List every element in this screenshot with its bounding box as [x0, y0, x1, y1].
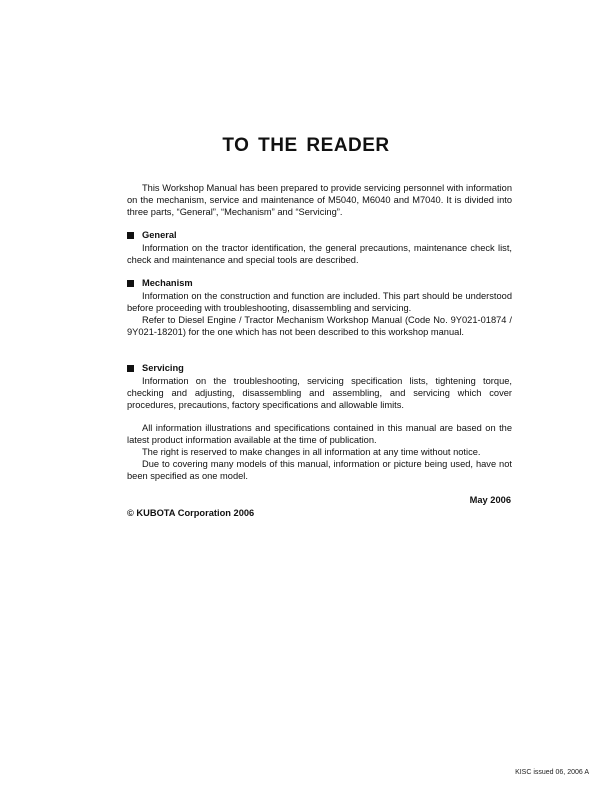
section-general-title: General [142, 230, 177, 240]
section-servicing-body [127, 375, 512, 411]
square-bullet-icon [127, 365, 134, 372]
intro-text: This Workshop Manual has been prepared to provide servicing personnel with information on the mechanism, service and maintenance of M5040, M6040 and M7040. It is divided into three parts, “General”, “Mechanism” and “Servicing”. [127, 183, 512, 217]
section-mechanism-body [127, 290, 512, 338]
intro-paragraph [127, 182, 512, 218]
section-general-body [127, 242, 512, 266]
publication-date: May 2006 [469, 495, 511, 505]
copyright-notice: © KUBOTA Corporation 2006 [127, 508, 255, 518]
section-mechanism-text-1: Information on the construction and function are included. This part should be understood before proceeding with troubleshooting, disassembling and servicing. [127, 291, 512, 313]
section-servicing-text: Information on the troubleshooting, servicing specification lists, tightening torque, checking and adjusting, disassembling and assembling, and servicing which cover procedures, precautions, factory specifications and allowable limits. [127, 376, 512, 410]
notes-block [127, 422, 512, 482]
section-mechanism-heading [127, 278, 193, 288]
section-general-heading [127, 230, 177, 240]
section-general-text: Information on the tractor identification, the general precautions, maintenance check list, check and maintenance and special tools are described. [127, 243, 512, 265]
square-bullet-icon [127, 232, 134, 239]
note-1: All information illustrations and specifications contained in this manual are based on the latest product information available at the time of publication. [127, 423, 512, 445]
footer-issue-code: KISC issued 06, 2006 A [515, 769, 589, 776]
section-mechanism-text-2: Refer to Diesel Engine / Tractor Mechanism Workshop Manual (Code No. 9Y021-01874 / 9Y021-18201) for the one which has not been described to this workshop manual. [127, 315, 512, 337]
section-mechanism-title: Mechanism [142, 278, 193, 288]
note-3: Due to covering many models of this manual, information or picture being used, have not been specified as one model. [127, 459, 512, 481]
section-servicing-title: Servicing [142, 363, 184, 373]
note-2: The right is reserved to make changes in all information at any time without notice. [142, 447, 481, 457]
square-bullet-icon [127, 280, 134, 287]
page-title: TO THE READER [222, 135, 390, 156]
section-servicing-heading [127, 363, 184, 373]
